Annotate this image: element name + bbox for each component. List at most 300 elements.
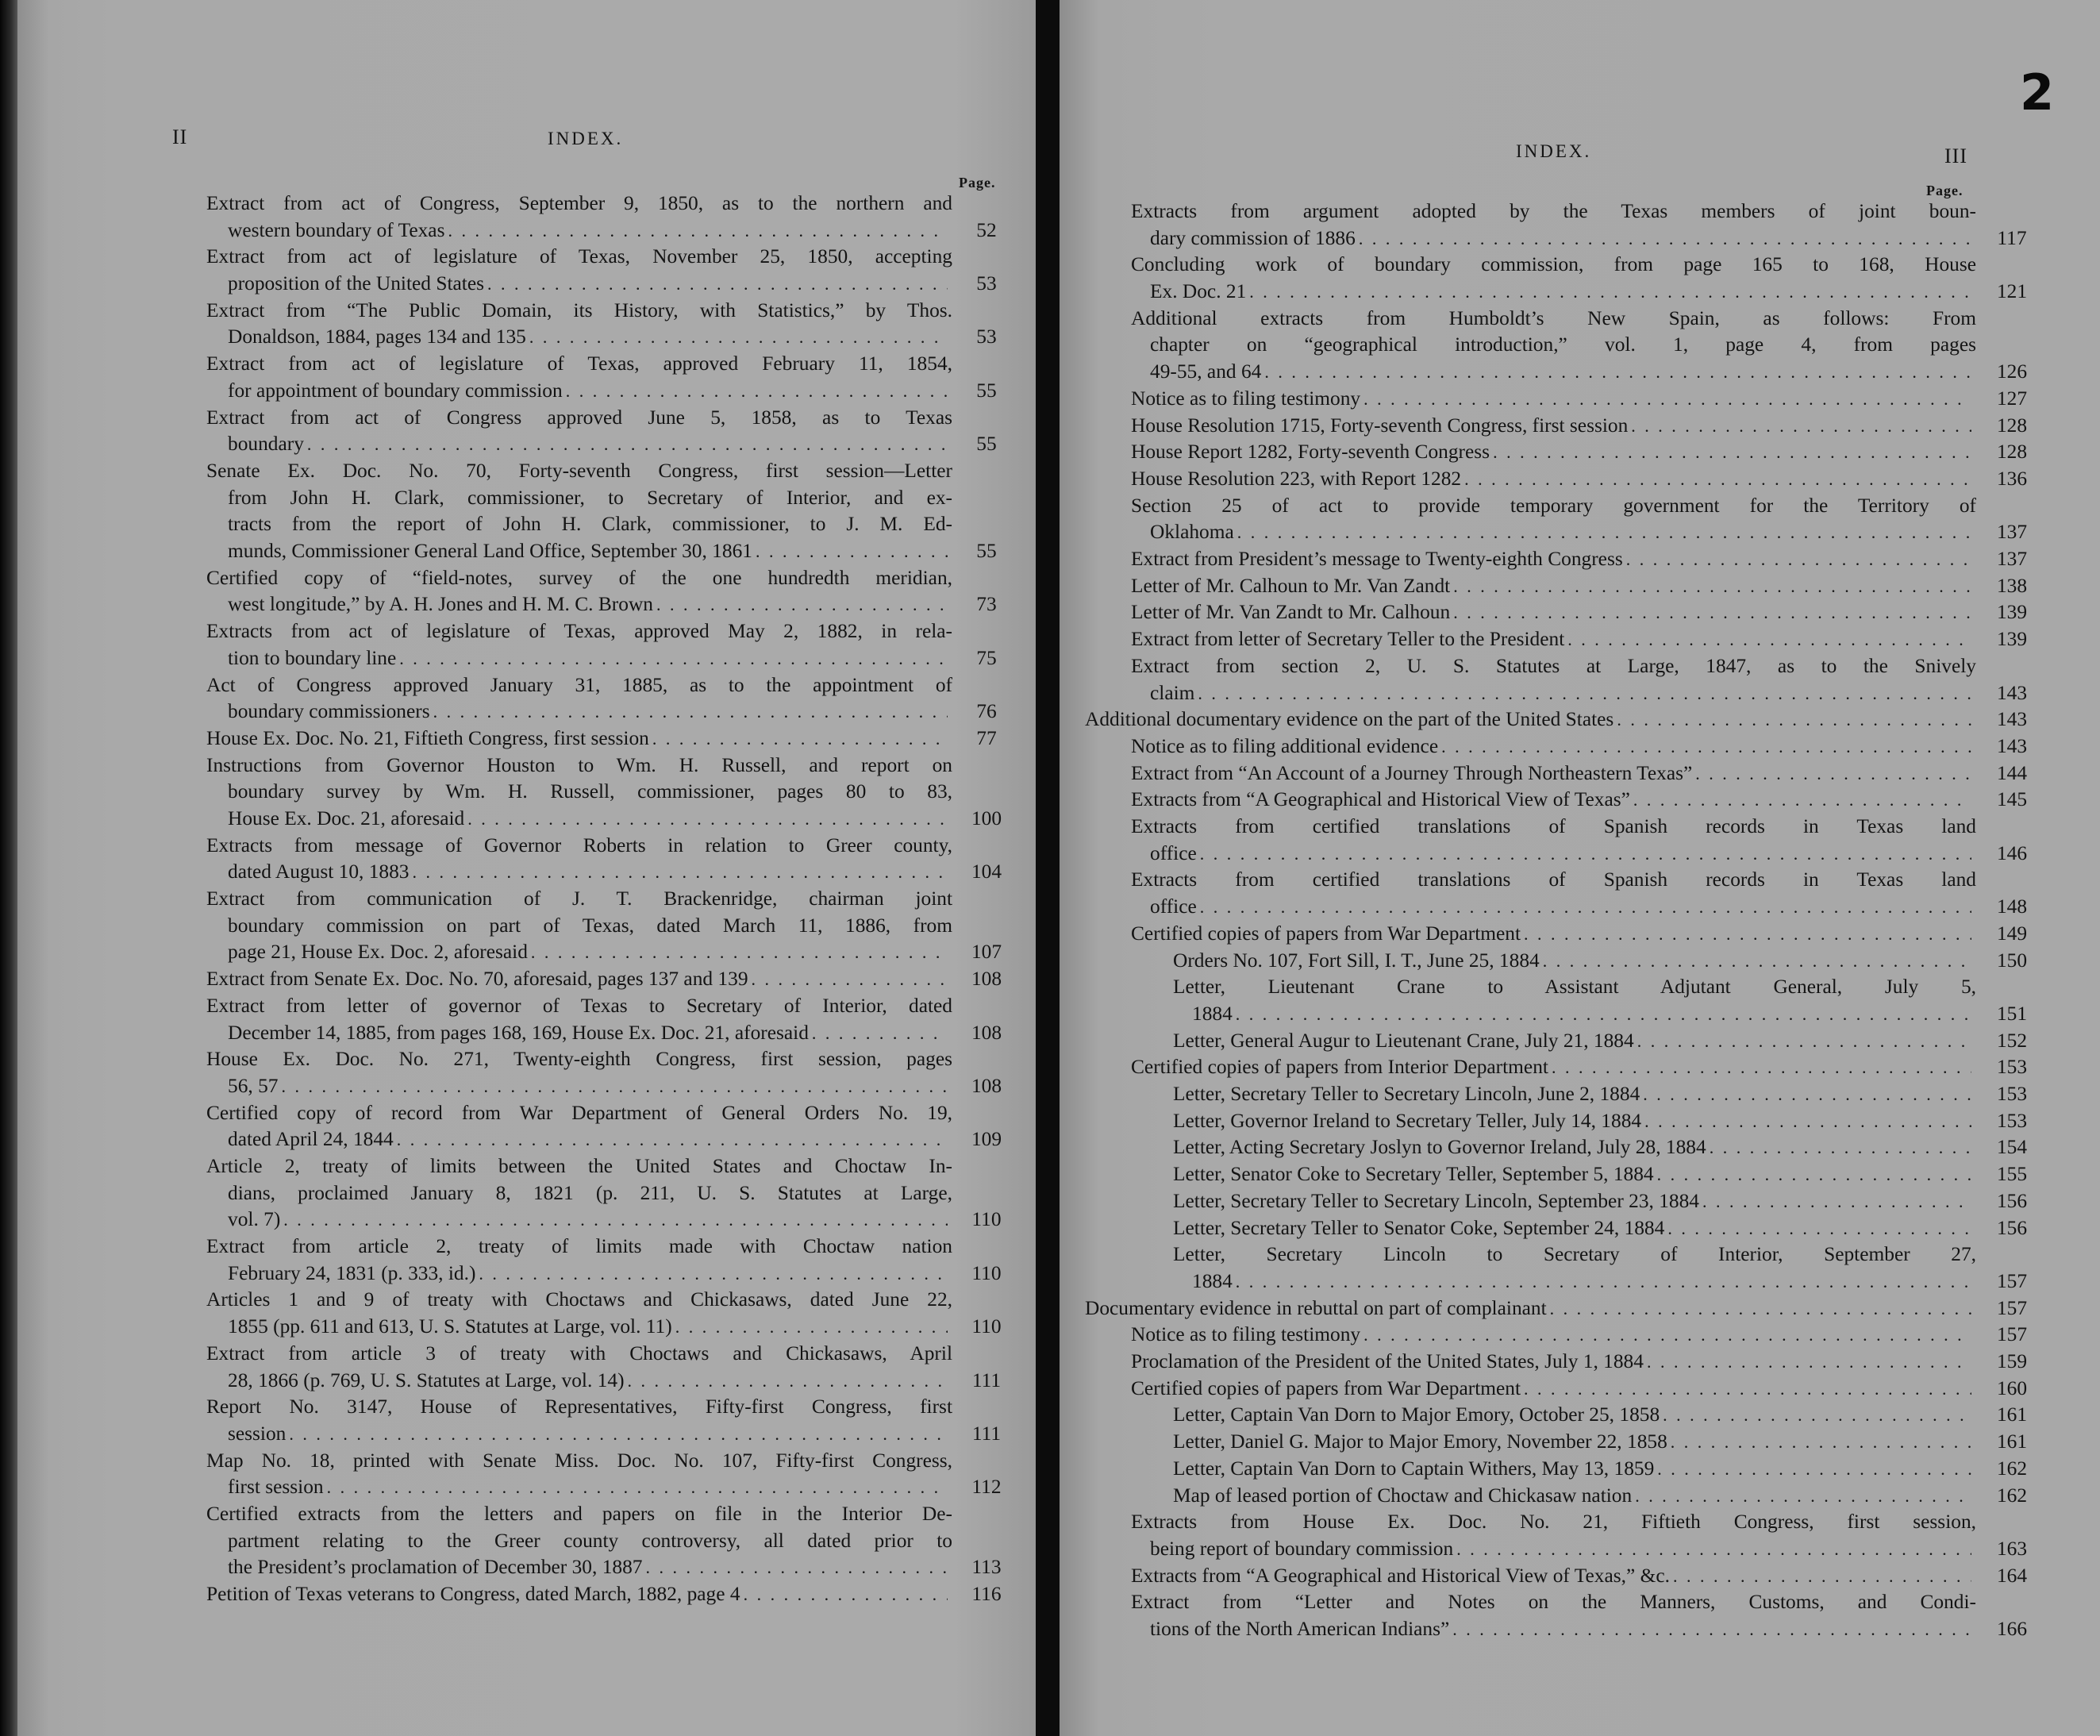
entry-text: Letter, General Augur to Lieutenant Crane, July 21, 1884 <box>1173 1029 1634 1052</box>
entry-text: office <box>1150 841 1197 864</box>
page-number: 107 <box>971 941 1002 964</box>
entry-text: Letter, Secretary Lincoln to Secretary of Interior, September 27, <box>1173 1243 1976 1266</box>
entry-text: Extract from “The Public Domain, its History, with Statistics,” by Thos. <box>206 298 952 321</box>
page-number: 161 <box>1996 1430 2028 1453</box>
page-number: 104 <box>971 860 1002 883</box>
entry-title-line <box>1131 466 1976 493</box>
leader-dots <box>1359 225 1971 252</box>
index-entry <box>206 351 997 404</box>
index-entry <box>1173 948 2028 975</box>
entry-title-line <box>1131 626 1976 653</box>
entry-text: Letter, Senator Coke to Secretary Teller, September 5, 1884 <box>1173 1163 1654 1186</box>
index-entry <box>1085 706 2028 733</box>
entry-text: partment relating to the Greer county controversy, all dated prior to <box>228 1529 952 1552</box>
entry-text: Additional extracts from Humboldt’s New Spain, as follows: From <box>1131 306 1976 329</box>
entry-title-line <box>1173 1268 1976 1295</box>
leader-dots <box>1524 921 1971 948</box>
page-number: 149 <box>1996 922 2028 945</box>
page-number: 113 <box>971 1556 1002 1579</box>
entry-title-line <box>1173 1456 1976 1483</box>
leader-dots <box>1452 1616 1971 1643</box>
entry-title-line <box>1173 1161 1976 1188</box>
entry-text: Senate Ex. Doc. No. 70, Forty-seventh Congress, first session—Letter <box>206 459 952 482</box>
page-number: 153 <box>1996 1109 2028 1132</box>
entry-text: Article 2, treaty of limits between the United States and Choctaw In- <box>206 1155 952 1178</box>
entry-text: office <box>1150 895 1197 918</box>
leader-dots <box>1456 1536 1971 1563</box>
page-number: 100 <box>971 806 1002 830</box>
index-entry <box>1131 573 2028 600</box>
entry-text: Extract from act of Congress, September 9, 1850, as to the northern and <box>206 192 952 214</box>
leader-dots <box>467 806 948 833</box>
entry-text: for appointment of boundary commission <box>228 379 563 402</box>
left-running-head: INDEX. <box>548 129 624 148</box>
left-page <box>17 0 1036 1736</box>
index-entry <box>206 753 1002 833</box>
entry-title-line <box>1131 599 1976 626</box>
leader-dots <box>397 1126 948 1153</box>
page-number: 150 <box>1996 949 2028 972</box>
entry-title-line <box>206 1368 952 1395</box>
leader-dots <box>566 378 948 405</box>
page-number: 148 <box>1996 895 2028 918</box>
entry-title-line <box>1131 413 1976 440</box>
page-number: 138 <box>1996 574 2028 597</box>
page-number: 112 <box>971 1476 1002 1499</box>
index-entry <box>1131 546 2028 573</box>
entry-text: Letter, Lieutenant Crane to Assistant Adjutant General, July 5, <box>1173 976 1976 999</box>
entry-text: Letter, Secretary Teller to Secretary Lincoln, June 2, 1884 <box>1173 1083 1640 1106</box>
entry-text: from John H. Clark, commissioner, to Secretary of Interior, and ex- <box>228 486 952 509</box>
entry-title-line <box>1173 1215 1976 1242</box>
page-number: 128 <box>1996 414 2028 437</box>
page-number: 110 <box>971 1261 1002 1284</box>
index-entry <box>1131 814 2028 867</box>
entry-text: Section 25 of act to provide temporary government for the Territory of <box>1131 494 1976 517</box>
page-number: 143 <box>1996 734 2028 757</box>
entry-text: dated August 10, 1883 <box>228 860 410 883</box>
index-entry <box>1173 1215 2028 1242</box>
entry-title-line <box>1131 733 1976 760</box>
index-entry <box>206 244 997 297</box>
entry-text: Extracts from certified translations of Spanish records in Texas land <box>1131 815 1976 838</box>
entry-text: dians, proclaimed January 8, 1821 (p. 211, U. S. Statutes at Large, <box>228 1181 952 1204</box>
entry-title-line <box>1173 948 1976 975</box>
entry-title-line <box>1131 787 1976 814</box>
leader-dots <box>1236 1268 1971 1295</box>
right-index-list <box>1085 198 2028 1643</box>
entry-title-line <box>1131 1054 1976 1081</box>
entry-text: Extract from article 2, treaty of limits made with Choctaw nation <box>206 1235 952 1258</box>
entry-text: Concluding work of boundary commission, from page 165 to 168, House <box>1131 253 1976 276</box>
leader-dots <box>1237 519 1971 546</box>
leader-dots <box>1200 841 1971 868</box>
index-entry <box>1131 198 2027 252</box>
entry-text: Notice as to filing additional evidence <box>1131 734 1439 757</box>
entry-text: Notice as to filing testimony <box>1131 1323 1361 1346</box>
entry-text: 28, 1866 (p. 769, U. S. Statutes at Large, vol. 14) <box>228 1368 625 1391</box>
leader-dots <box>1453 599 1971 626</box>
index-entry <box>1131 867 2028 920</box>
entry-title-line <box>1131 894 1976 921</box>
entry-text: Letter, Governor Ireland to Secretary Teller, July 14, 1884 <box>1173 1109 1642 1132</box>
page-number: 162 <box>1996 1457 2028 1480</box>
entry-text: boundary commissioners <box>228 700 430 723</box>
index-entry <box>1131 1376 2028 1403</box>
entry-text: Articles 1 and 9 of treaty with Choctaws and Chickasaws, dated June 22, <box>206 1288 952 1311</box>
entry-title-line <box>206 217 952 244</box>
index-entry <box>206 672 997 726</box>
entry-text: 1884 <box>1192 1269 1233 1292</box>
entry-text: Donaldson, 1884, pages 134 and 135 <box>228 325 526 348</box>
left-index-list <box>206 191 1002 1608</box>
right-running-head: INDEX. <box>1516 141 1592 161</box>
index-entry <box>1131 439 2028 466</box>
entry-title-line <box>1131 439 1976 466</box>
leader-dots <box>281 1073 948 1100</box>
page-number: 73 <box>976 593 997 616</box>
index-entry <box>1131 413 2028 440</box>
entry-text: House Ex. Doc. No. 271, Twenty-eighth Congress, first session, pages <box>206 1048 952 1071</box>
entry-text: Orders No. 107, Fort Sill, I. T., June 25, 1884 <box>1173 949 1540 972</box>
page-number: 109 <box>971 1128 1002 1151</box>
entry-title-line <box>206 378 952 405</box>
entry-text: Certified copies of papers from War Department <box>1131 922 1521 945</box>
entry-text: 1855 (pp. 611 and 613, U. S. Statutes at Large, vol. 11) <box>228 1315 672 1338</box>
page-number: 156 <box>1996 1216 2028 1239</box>
page-number: 152 <box>1996 1029 2028 1052</box>
entry-text: House Resolution 1715, Forty-seventh Congress, first session <box>1131 414 1629 437</box>
index-entry <box>1173 1028 2028 1055</box>
entry-title-line <box>1173 1028 1976 1055</box>
entry-text: dary commission of 1886 <box>1150 226 1356 249</box>
index-entry <box>1131 466 2028 493</box>
left-page-column-head: Page. <box>959 175 996 191</box>
page-number: 55 <box>976 540 997 563</box>
index-entry <box>1131 626 2028 653</box>
page-number: 137 <box>1996 548 2028 571</box>
page-number: 137 <box>1996 521 2028 544</box>
entry-title-line <box>206 324 952 351</box>
index-entry <box>206 1046 1002 1099</box>
leader-dots <box>1567 626 1971 653</box>
entry-text: dated April 24, 1844 <box>228 1128 394 1151</box>
entry-text: Certified copies of papers from Interior Department <box>1131 1056 1548 1079</box>
book-edge <box>0 0 17 1736</box>
right-folio: III <box>1944 144 1967 167</box>
page-number: 117 <box>1997 226 2027 249</box>
leader-dots <box>1617 706 1971 733</box>
page-number: 153 <box>1996 1083 2028 1106</box>
entry-text: Extract from article 3 of treaty with Choctaws and Chickasaws, April <box>206 1341 952 1365</box>
index-entry <box>1173 1081 2028 1108</box>
entry-title-line <box>206 431 952 458</box>
index-entry <box>1173 1429 2028 1456</box>
entry-text: 1884 <box>1192 1002 1233 1025</box>
index-entry <box>206 1287 1002 1340</box>
page-number: 157 <box>1996 1323 2028 1346</box>
leader-dots <box>1363 386 1971 413</box>
entry-text: Instructions from Governor Houston to Wm. H. Russell, and report on <box>206 753 952 776</box>
page-number: 127 <box>1996 387 2028 410</box>
entry-text: claim <box>1150 681 1195 704</box>
leader-dots <box>1543 948 1971 975</box>
index-entry <box>1173 974 2028 1027</box>
index-entry <box>1131 252 2028 305</box>
entry-title-line <box>1085 706 1976 733</box>
page-number: 108 <box>971 1074 1002 1097</box>
entry-title-line <box>1131 680 1976 707</box>
leader-dots <box>1264 359 1971 386</box>
entry-title-line <box>206 1581 952 1608</box>
index-entry <box>1085 1295 2028 1322</box>
leader-dots <box>752 966 948 993</box>
index-entry <box>206 458 997 565</box>
entry-text: Certified copies of papers from War Department <box>1131 1376 1521 1399</box>
entry-title-line <box>1173 1108 1976 1135</box>
leader-dots <box>1695 760 1971 787</box>
entry-text: Oklahoma <box>1150 521 1234 544</box>
leader-dots <box>1673 1563 1971 1590</box>
leader-dots <box>1524 1376 1971 1403</box>
index-entry <box>206 1394 1002 1447</box>
page-number: 159 <box>1996 1350 2028 1373</box>
index-entry <box>206 833 1002 886</box>
page-number: 143 <box>1996 708 2028 731</box>
entry-text: west longitude,” by A. H. Jones and H. M. C. Brown <box>228 593 653 616</box>
leader-dots <box>399 645 948 672</box>
page-number: 77 <box>976 726 997 749</box>
page-number: 136 <box>1996 467 2028 490</box>
entry-text: Map of leased portion of Choctaw and Chickasaw nation <box>1173 1484 1633 1507</box>
leader-dots <box>1710 1134 1971 1161</box>
leader-dots <box>1198 680 1971 707</box>
leader-dots <box>1644 1108 1971 1135</box>
entry-text: Extract from act of legislature of Texas, November 25, 1850, accepting <box>206 245 952 268</box>
leader-dots <box>1200 894 1971 921</box>
page-number: 157 <box>1996 1269 2028 1292</box>
entry-text: Extract from “Letter and Notes on the Manners, Customs, and Condi- <box>1131 1591 1976 1614</box>
leader-dots <box>283 1207 948 1234</box>
entry-title-line <box>1131 1616 1976 1643</box>
index-entry <box>206 1341 1002 1394</box>
entry-text: Documentary evidence in rebuttal on part of complainant <box>1085 1296 1547 1319</box>
entry-title-line <box>1131 921 1976 948</box>
entry-title-line <box>1131 1536 1976 1563</box>
entry-title-line <box>1131 1563 1976 1590</box>
page-number: 154 <box>1996 1136 2028 1159</box>
entry-text: vol. 7) <box>228 1208 281 1231</box>
entry-text: Extracts from argument adopted by the Texas members of joint boun- <box>1131 200 1976 222</box>
leader-dots <box>1657 1161 1971 1188</box>
leader-dots <box>628 1368 948 1395</box>
entry-title-line <box>206 699 952 726</box>
index-entry <box>206 191 997 244</box>
entry-text: Certified extracts from the letters and papers on file in the Interior De- <box>206 1503 952 1526</box>
entry-text: Extracts from “A Geographical and Historical View of Texas” <box>1131 788 1630 811</box>
entry-title-line <box>206 726 952 753</box>
leader-dots <box>1663 1402 1971 1429</box>
leader-dots <box>1626 546 1971 573</box>
entry-text: Proclamation of the President of the United States, July 1, 1884 <box>1131 1350 1644 1373</box>
entry-title-line <box>1173 1483 1976 1510</box>
leader-dots <box>1552 1054 1971 1081</box>
entry-text: Letter, Secretary Teller to Secretary Lincoln, September 23, 1884 <box>1173 1189 1699 1212</box>
right-page-column-head: Page. <box>1926 183 1963 198</box>
leader-dots <box>1550 1295 1971 1322</box>
sheet-number: 2 <box>2020 64 2055 121</box>
entry-text: tion to boundary line <box>228 646 397 669</box>
entry-title-line <box>1131 841 1976 868</box>
entry-text: tracts from the report of John H. Clark, commissioner, to J. M. Ed- <box>228 513 952 536</box>
page-number: 146 <box>1996 841 2028 864</box>
index-entry <box>206 993 1002 1046</box>
page-number: 164 <box>1996 1564 2028 1587</box>
leader-dots <box>1657 1456 1971 1483</box>
entry-text: Extract from communication of J. T. Brackenridge, chairman joint <box>206 887 952 910</box>
entry-text: proposition of the United States <box>228 272 484 295</box>
leader-dots <box>744 1581 948 1608</box>
page-number: 139 <box>1996 628 2028 651</box>
entry-text: House Report 1282, Forty-seventh Congress <box>1131 441 1490 464</box>
entry-title-line <box>206 645 952 672</box>
index-entry <box>1173 1161 2028 1188</box>
entry-text: Letter, Captain Van Dorn to Major Emory, October 25, 1858 <box>1173 1403 1660 1426</box>
entry-text: Report No. 3147, House of Representatives, Fifty-first Congress, first <box>206 1395 952 1418</box>
index-entry <box>206 966 1002 993</box>
entry-title-line <box>206 1073 952 1100</box>
entry-text: House Ex. Doc. 21, aforesaid <box>228 806 465 830</box>
index-entry <box>1131 653 2028 706</box>
entry-text: chapter on “geographical introduction,” vol. 1, page 4, from pages <box>1150 333 1976 356</box>
entry-text: House Resolution 223, with Report 1282 <box>1131 467 1462 490</box>
entry-title-line <box>206 1261 952 1288</box>
entry-title-line <box>1173 1001 1976 1028</box>
page-number: 52 <box>976 218 997 241</box>
leader-dots <box>289 1421 948 1448</box>
index-entry <box>1173 1456 2028 1483</box>
leader-dots <box>1631 413 1971 440</box>
entry-title-line <box>206 939 952 966</box>
entry-text: Extracts from House Ex. Doc. No. 21, Fiftieth Congress, first session, <box>1131 1511 1976 1534</box>
entry-text: the President’s proclamation of December 30, 1887 <box>228 1556 643 1579</box>
page-number: 108 <box>971 1021 1002 1044</box>
entry-title-line <box>206 591 952 618</box>
entry-title-line <box>206 1421 952 1448</box>
left-folio: II <box>172 125 188 148</box>
entry-text: Additional documentary evidence on the part of the United States <box>1085 708 1614 731</box>
index-entry <box>206 565 997 618</box>
index-entry <box>1131 1322 2028 1349</box>
page-number: 111 <box>971 1368 1002 1391</box>
index-entry <box>1173 1108 2028 1135</box>
entry-text: Extract from letter of Secretary Teller to the President <box>1131 628 1565 651</box>
entry-title-line <box>1131 1349 1976 1376</box>
leader-dots <box>1643 1081 1971 1108</box>
index-entry <box>1131 386 2028 413</box>
entry-text: Certified copy of record from War Department of General Orders No. 19, <box>206 1101 952 1124</box>
entry-text: page 21, House Ex. Doc. 2, aforesaid <box>228 941 528 964</box>
index-entry <box>206 298 997 351</box>
index-entry <box>1131 1589 2028 1642</box>
entry-title-line <box>1173 1188 1976 1215</box>
index-entry <box>1131 1054 2028 1081</box>
leader-dots <box>1702 1188 1971 1215</box>
leader-dots <box>1633 787 1971 814</box>
entry-text: Extract from Senate Ex. Doc. No. 70, aforesaid, pages 137 and 139 <box>206 968 748 991</box>
index-entry <box>1131 1349 2028 1376</box>
entry-title-line <box>1131 573 1976 600</box>
index-entry <box>206 886 1002 966</box>
page-number: 143 <box>1996 681 2028 704</box>
leader-dots <box>756 538 948 565</box>
leader-dots <box>675 1314 948 1341</box>
entry-title-line <box>206 966 952 993</box>
entry-text: first session <box>228 1476 324 1499</box>
entry-text: Extract from act of legislature of Texas, approved February 11, 1854, <box>206 352 952 375</box>
index-entry <box>206 1234 1002 1287</box>
leader-dots <box>1647 1349 1971 1376</box>
entry-title-line <box>1131 519 1976 546</box>
leader-dots <box>645 1554 948 1581</box>
leader-dots <box>327 1474 948 1501</box>
leader-dots <box>529 324 948 351</box>
page-number: 126 <box>1996 360 2028 383</box>
leader-dots <box>1635 1483 1971 1510</box>
entry-text: Letter, Captain Van Dorn to Captain Withers, May 13, 1859 <box>1173 1457 1655 1480</box>
leader-dots <box>1493 439 1971 466</box>
entry-text: boundary commission on part of Texas, dated March 11, 1886, from <box>228 914 952 937</box>
entry-text: Extract from section 2, U. S. Statutes at Large, 1847, as to the Snively <box>1131 654 1976 677</box>
leader-dots <box>1236 1001 1971 1028</box>
entry-text: munds, Commissioner General Land Office, September 30, 1861 <box>228 540 752 563</box>
leader-dots <box>487 271 948 298</box>
leader-dots <box>652 726 948 753</box>
page-number: 163 <box>1996 1537 2028 1560</box>
leader-dots <box>1441 733 1971 760</box>
page-number: 55 <box>976 379 997 402</box>
entry-title-line <box>206 538 952 565</box>
entry-title-line <box>206 1474 952 1501</box>
index-entry <box>206 1581 1002 1608</box>
entry-title-line <box>1131 760 1976 787</box>
page-number: 55 <box>976 433 997 456</box>
entry-text: Letter of Mr. Van Zandt to Mr. Calhoun <box>1131 601 1451 624</box>
entry-text: Extract from President’s message to Twenty-eighth Congress <box>1131 548 1623 571</box>
index-entry <box>1131 1509 2028 1562</box>
entry-text: Extract from “An Account of a Journey Through Northeastern Texas” <box>1131 761 1693 784</box>
index-entry <box>206 1448 1002 1501</box>
page-number: 151 <box>1996 1002 2028 1025</box>
entry-title-line <box>1131 225 1976 252</box>
leader-dots <box>1249 279 1971 306</box>
index-entry <box>206 405 997 458</box>
entry-title-line <box>1131 359 1976 386</box>
index-entry <box>206 1100 1002 1153</box>
leader-dots <box>1667 1215 1971 1242</box>
page-number: 111 <box>971 1422 1002 1445</box>
index-entry <box>1173 1134 2028 1161</box>
index-entry <box>1173 1483 2028 1510</box>
entry-title-line <box>206 1126 952 1153</box>
entry-title-line <box>1131 546 1976 573</box>
page-number: 160 <box>1996 1376 2028 1399</box>
entry-title-line <box>1173 1134 1976 1161</box>
index-entry <box>206 1153 1002 1234</box>
page-number: 76 <box>976 700 997 723</box>
entry-text: February 24, 1831 (p. 333, id.) <box>228 1261 476 1284</box>
index-entry <box>1131 1563 2028 1590</box>
